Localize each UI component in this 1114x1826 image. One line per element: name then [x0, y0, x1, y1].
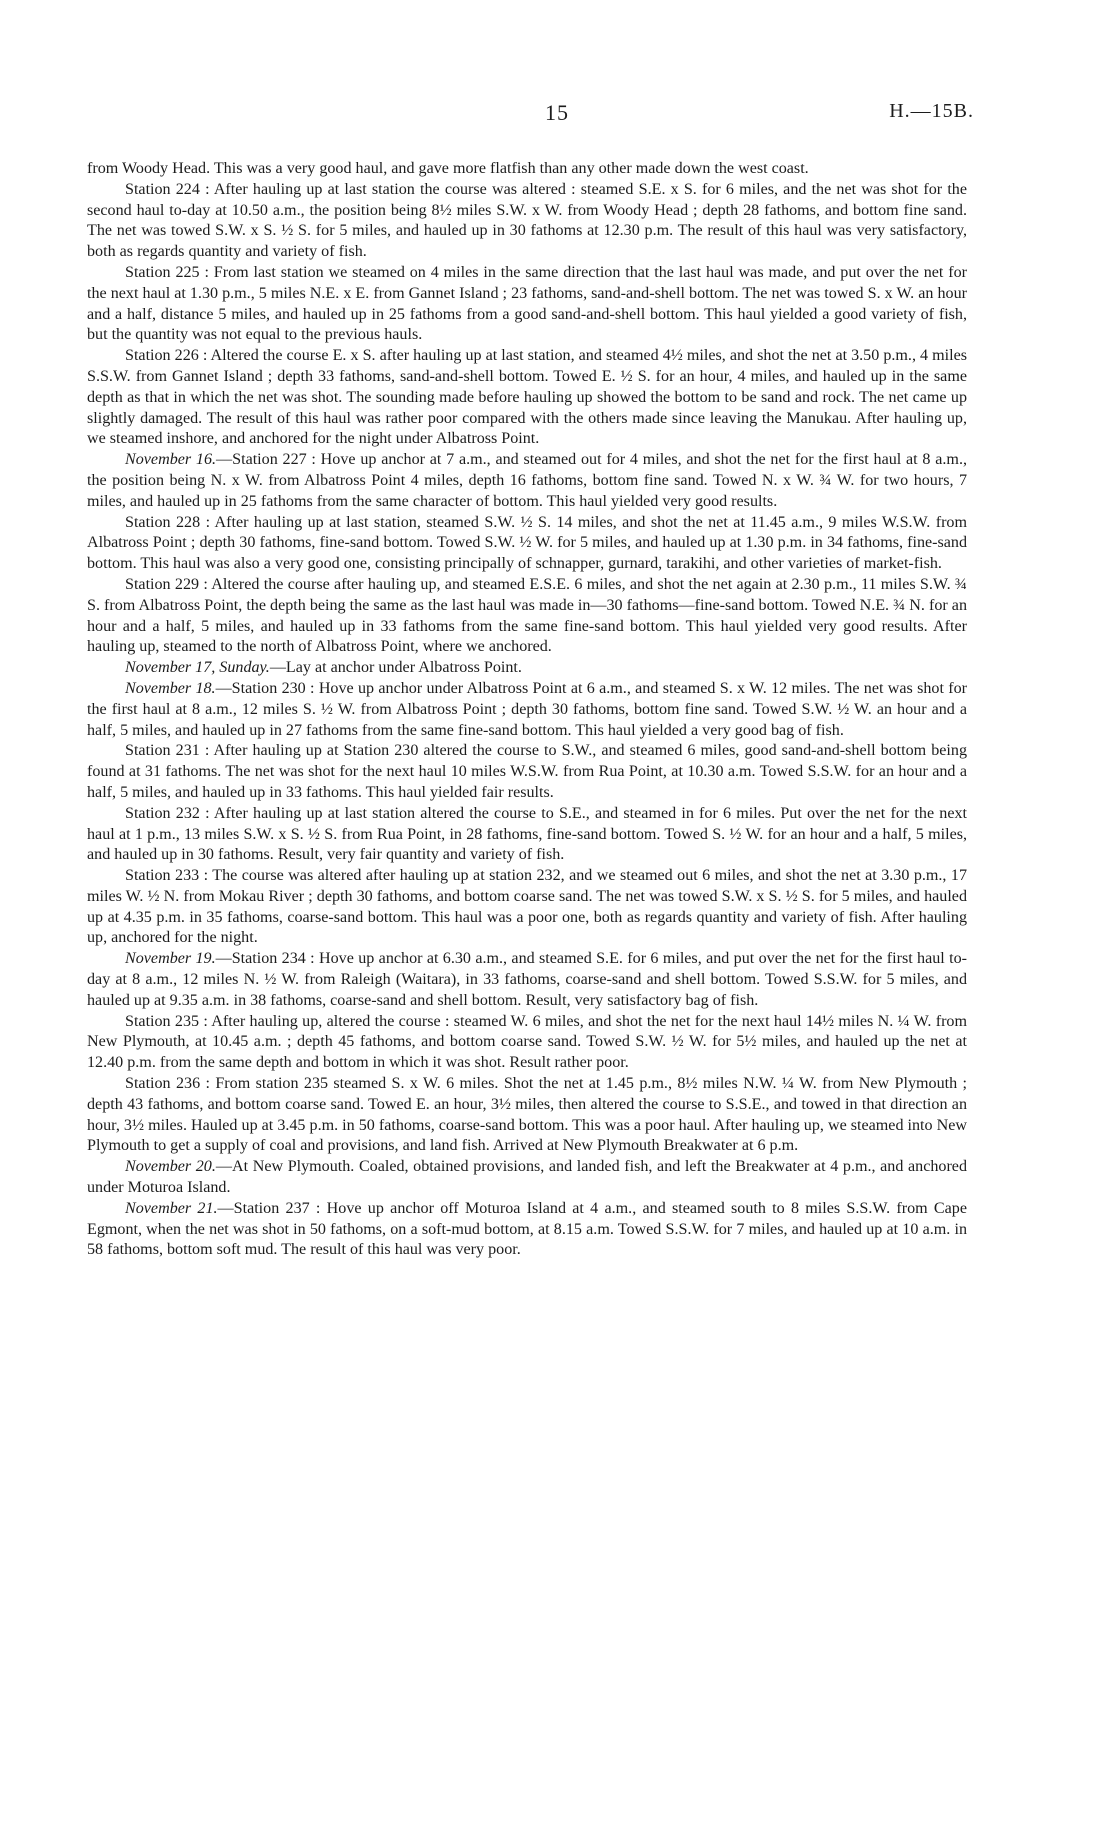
paragraph-date: November 20. [125, 1158, 216, 1176]
paragraph [87, 949, 967, 1011]
paragraph-text: Station 224 : After hauling up at last station the course was altered : steamed S.E. x S. for 6 miles, and the net was shot for the second haul to-day at 10.50 a.m., the position being 8½ miles S.W. x W. from Woody Head ; depth 28 fathoms, and bottom fine sand. The net was towed S.W. x S. ½ S. for 5 miles, and hauled up in 30 fathoms at 12.30 p.m. The result of this haul was very satisfactory, both as regards quantity and variety of fish. [87, 180, 967, 261]
paragraph [87, 1199, 967, 1261]
page-header [0, 100, 1114, 130]
paragraph-text: Station 235 : After hauling up, altered the course : steamed W. 6 miles, and shot the net for the next haul 14½ miles N. ¼ W. from New Plymouth, at 10.45 a.m. ; depth 45 fathoms, and bottom coarse sand. Towed S.W. ½ W. for 5½ miles, and hauled up the net at 12.40 p.m. from the same depth and bottom in which it was shot. Result rather poor. [87, 1012, 967, 1072]
page-number: 15 [545, 100, 569, 125]
paragraph-text: Station 229 : Altered the course after hauling up, and steamed E.S.E. 6 miles, and shot the net again at 2.30 p.m., 11 miles S.W. ¾ S. from Albatross Point, the depth being the same as the last haul was made in—30 fathoms—fine-sand bottom. Towed N.E. ¾ N. for an hour and a half, 5 miles, and hauled up in 33 fathoms from the same fine-sand bottom. This haul yielded very good results. After hauling up, steamed to the north of Albatross Point, where we anchored. [87, 575, 967, 656]
paragraph [87, 1012, 967, 1074]
paragraph [87, 346, 967, 450]
paragraph-date: November 19. [125, 950, 216, 968]
paragraph [87, 741, 967, 803]
paragraph-text: —Station 237 : Hove up anchor off Moturoa Island at 4 a.m., and steamed south to 8 miles S.S.W. from Cape Egmont, when the net was shot in 50 fathoms, on a soft-mud bottom, at 8.15 a.m. Towed S.S.W. for 7 miles, and hauled up at 10 a.m. in 58 fathoms, bottom soft mud. The result of this haul was very poor. [87, 1199, 967, 1259]
paragraph-text: Station 236 : From station 235 steamed S. x W. 6 miles. Shot the net at 1.45 p.m., 8½ miles N.W. ¼ W. from New Plymouth ; depth 43 fathoms, and bottom coarse sand. Towed E. an hour, 3½ miles, then altered the course to S.S.E., and towed in that direction an hour, 3½ miles. Hauled up at 3.45 p.m. in 50 fathoms, coarse-sand bottom. This was a poor haul. After hauling up, we steamed into New Plymouth to get a supply of coal and provisions, and land fish. Arrived at New Plymouth Breakwater at 6 p.m. [87, 1075, 967, 1155]
paragraph-text: —Station 234 : Hove up anchor at 6.30 a.m., and steamed S.E. for 6 miles, and put over the net for the first haul to-day at 8 a.m., 12 miles N. ½ W. from Raleigh (Waitara), in 33 fathoms, coarse-sand and shell bottom. Towed S.S.W. for 5 miles, and hauled up at 9.35 a.m. in 38 fathoms, coarse-sand and shell bottom. Result, very satisfactory bag of fish. [87, 950, 967, 1009]
paragraph-date: November 18. [125, 679, 216, 697]
paragraph [87, 180, 967, 263]
paragraph [87, 804, 967, 866]
paragraph [87, 263, 967, 346]
paragraph-date: November 17, Sunday. [125, 659, 270, 677]
paragraph-date: November 16. [125, 451, 217, 469]
paragraph [87, 1074, 967, 1157]
paragraph-text: —At New Plymouth. Coaled, obtained provisions, and landed fish, and left the Breakwater at 4 p.m., and anchored under Moturoa Island. [87, 1158, 967, 1197]
paragraph-text: —Station 227 : Hove up anchor at 7 a.m., and steamed out for 4 miles, and shot the net for the first haul at 8 a.m., the position being N. x W. from Albatross Point 4 miles, depth 16 fathoms, bottom fine sand. Towed N. x W. ¾ W. for two hours, 7 miles, and hauled up in 25 fathoms from the same character of bottom. This haul yielded very good results. [87, 451, 967, 510]
paragraph [87, 513, 967, 575]
paragraph-text: Station 225 : From last station we steamed on 4 miles in the same direction that the last haul was made, and put over the net for the next haul at 1.30 p.m., 5 miles N.E. x E. from Gannet Island ; 23 fathoms, sand-and-shell bottom. The net was towed S. x W. an hour and a half, distance 5 miles, and hauled up in 25 fathoms from a good sand-and-shell bottom. This haul yielded a good variety of fish, but the quantity was not equal to the previous hauls. [87, 263, 967, 344]
paragraph-text: Station 226 : Altered the course E. x S. after hauling up at last station, and steamed 4½ miles, and shot the net at 3.50 p.m., 4 miles S.S.W. from Gannet Island ; depth 33 fathoms, sand-and-shell bottom. Towed E. ½ S. for an hour, 4 miles, and hauled up in the same depth as that in which the net was shot. The sounding made before hauling up showed the bottom to be sand and rock. The net came up slightly damaged. The result of this haul was rather poor compared with the others made since leaving the Manukau. After hauling up, we steamed inshore, and anchored for the night under Albatross Point. [87, 347, 967, 448]
paragraph [87, 575, 967, 658]
paragraph [87, 1157, 967, 1199]
paragraph [87, 866, 967, 949]
paragraph-text: Station 232 : After hauling up at last station altered the course to S.E., and steamed in for 6 miles. Put over the net for the next haul at 1 p.m., 13 miles S.W. x S. ½ S. from Rua Point, in 28 fathoms, fine-sand bottom. Towed S. ½ W. for an hour and a half, 5 miles, and hauled up in 30 fathoms. Result, very fair quantity and variety of fish. [87, 804, 967, 864]
paragraph [87, 159, 967, 180]
paragraph [87, 658, 967, 679]
paragraph-text: —Lay at anchor under Albatross Point. [269, 659, 522, 677]
paragraph-date: November 21. [125, 1199, 218, 1217]
paragraph-text: Station 228 : After hauling up at last station, steamed S.W. ½ S. 14 miles, and shot the net at 11.45 a.m., 9 miles W.S.W. from Albatross Point ; depth 30 fathoms, fine-sand bottom. Towed S.W. ½ W. for 5 miles, and hauled up at 1.30 p.m. in 34 fathoms, fine-sand bottom. This haul was also a very good one, consisting principally of schnapper, gurnard, tarakihi, and other varieties of market-fish. [87, 513, 967, 573]
paragraph-text: —Station 230 : Hove up anchor under Albatross Point at 6 a.m., and steamed S. x W. 12 miles. The net was shot for the first haul at 8 a.m., 12 miles S. ½ W. from Albatross Point ; depth 30 fathoms, bottom fine sand. Towed S.W. ½ W. an hour and a half, 5 miles, and hauled up in 27 fathoms from the same fine-sand bottom. This haul yielded a very good bag of fish. [87, 679, 967, 739]
paragraph [87, 679, 967, 741]
paragraph-text: Station 231 : After hauling up at Station 230 altered the course to S.W., and steamed 6 miles, good sand-and-shell bottom being found at 31 fathoms. The net was shot for the next haul 10 miles W.S.W. from Rua Point, at 10.30 a.m. Towed S.S.W. for an hour and a half, 5 miles, and hauled up in 33 fathoms. This haul yielded fair results. [87, 742, 967, 801]
document-reference: H.—15B. [889, 100, 974, 122]
paragraph-text: from Woody Head. This was a very good haul, and gave more flatfish than any other made down the west coast. [87, 160, 809, 177]
paragraph [87, 450, 967, 512]
body-text [87, 159, 967, 1261]
paragraph-text: Station 233 : The course was altered after hauling up at station 232, and we steamed out 6 miles, and shot the net at 3.30 p.m., 17 miles W. ½ N. from Mokau River ; depth 30 fathoms, and bottom coarse sand. The net was towed S.W. x S. ½ S. for 5 miles, and hauled up at 4.35 p.m. in 35 fathoms, coarse-sand bottom. This haul was a poor one, both as regards quantity and variety of fish. After hauling up, anchored for the night. [87, 867, 967, 947]
